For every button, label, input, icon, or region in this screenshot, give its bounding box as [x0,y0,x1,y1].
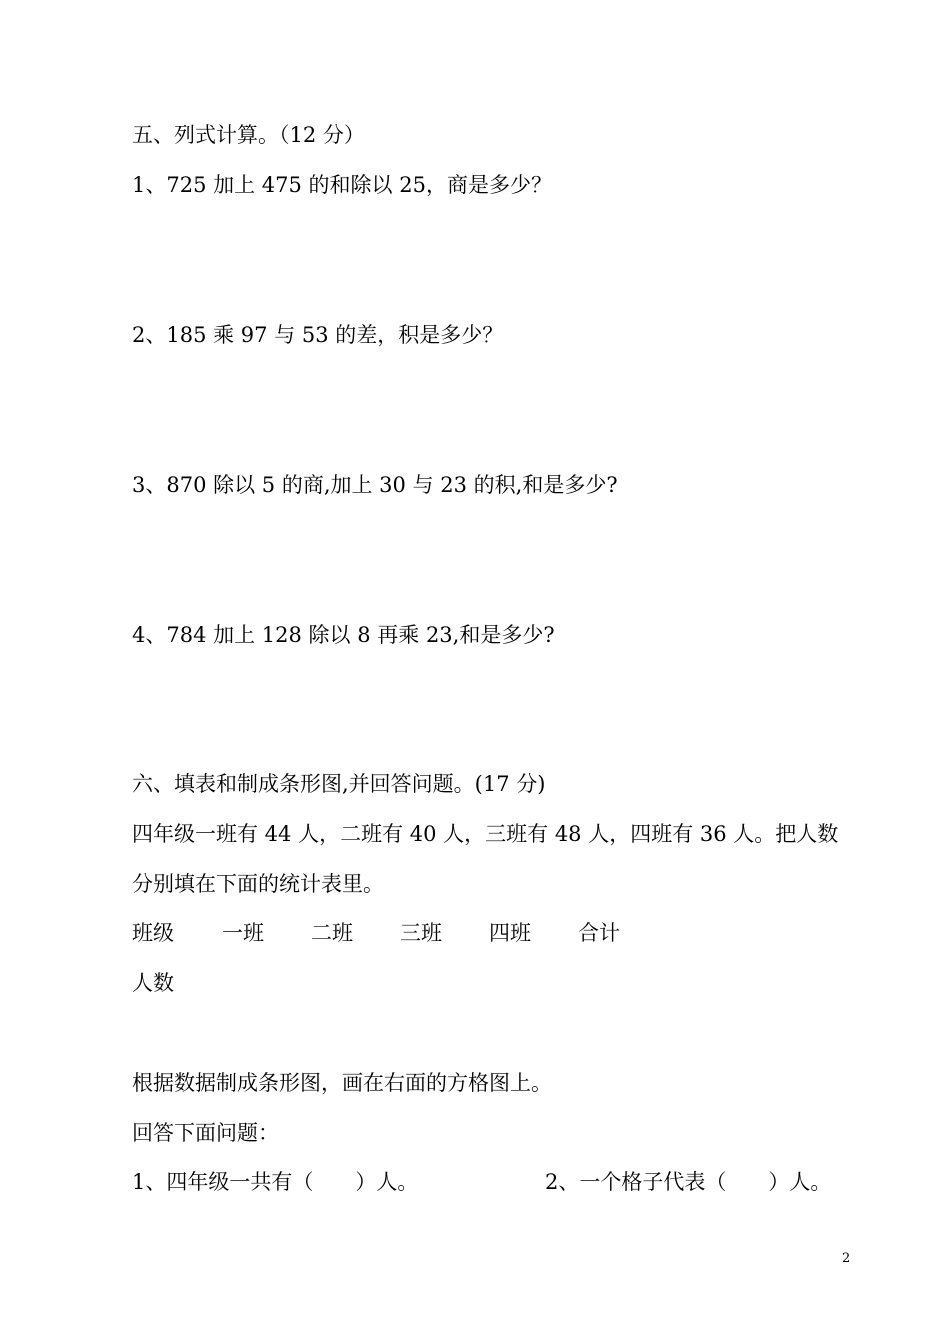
page-number: 2 [842,1251,851,1266]
answer-prompt: 回答下面问题： [132,1121,279,1145]
section5-heading: 五、列式计算。（12 分） [132,123,365,147]
header-class-4: 四班 [489,921,531,945]
stats-table-header [132,920,667,946]
intro-line-1: 四年级一班有 44 人，二班有 40 人，三班有 48 人，四班有 36 人。把人数 [132,822,839,846]
stats-table-row-label: 人数 [132,971,174,995]
header-class: 班级 [132,921,174,945]
intro-line-2: 分别填在下面的统计表里。 [132,872,384,896]
question-1: 1、725 加上 475 的和除以 25，商是多少？ [132,173,552,197]
section6-heading: 六、填表和制成条形图,并回答问题。(17 分) [132,772,546,796]
chart-instruction: 根据数据制成条形图，画在右面的方格图上。 [132,1071,552,1095]
answer-question-2: 2、一个格子代表（ ）人。 [545,1170,832,1194]
header-class-2: 二班 [311,921,353,945]
question-4: 4、784 加上 128 除以 8 再乘 23,和是多少? [132,623,555,647]
answer-question-1: 1、四年级一共有（ ）人。 [132,1170,419,1194]
question-2: 2、185 乘 97 与 53 的差，积是多少？ [132,323,504,347]
question-3: 3、870 除以 5 的商,加上 30 与 23 的积,和是多少? [132,473,618,497]
header-total: 合计 [578,921,620,945]
header-class-1: 一班 [222,921,264,945]
header-class-3: 三班 [400,921,442,945]
